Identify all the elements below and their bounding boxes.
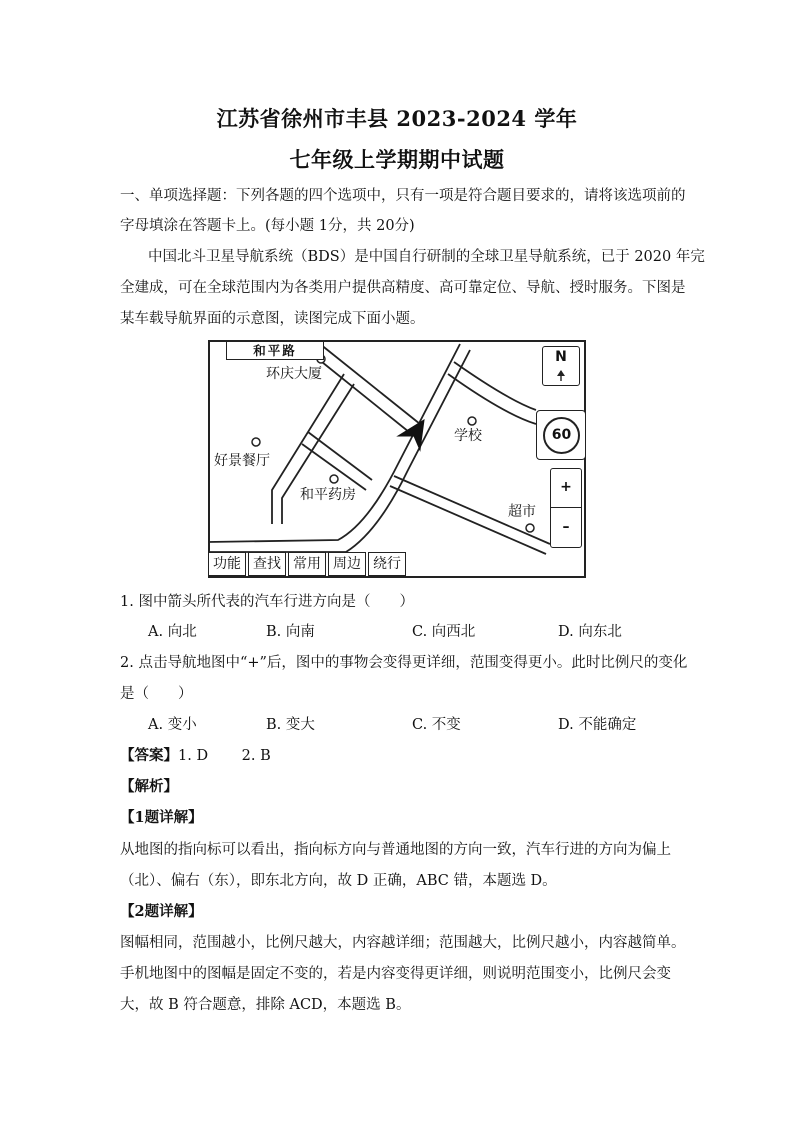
label-supermarket: 超市	[508, 504, 536, 520]
intro-line-3: 某车载导航界面的示意图，读图完成下面小题。	[120, 311, 425, 327]
intro-line-1: 中国北斗卫星导航系统（BDS）是中国自行研制的全球卫星导航系统，已于 2020 年完	[148, 249, 705, 265]
detail-2-line-3: 大，故 B 符合题意，排除 ACD，本题选 B。	[120, 997, 411, 1013]
q2-option-c: C. 不变	[412, 717, 461, 733]
navigation-map-figure	[208, 340, 586, 578]
label-school: 学校	[454, 428, 482, 444]
nav-button-bar	[208, 552, 408, 578]
pharmacy-marker	[330, 475, 338, 483]
zoom-divider	[551, 507, 581, 508]
detail-2-line-2: 手机地图中的图幅是固定不变的，若是内容变得更详细，则说明范围变小，比例尺会变	[120, 966, 671, 982]
label-haojing: 好景餐厅	[214, 453, 270, 469]
detour-button[interactable]: 绕行	[368, 552, 406, 576]
zoom-control	[550, 468, 582, 548]
section-instruction-2: 字母填涂在答题卡上。(每小题 1分，共 20分)	[120, 218, 415, 234]
section-instruction-1: 一、单项选择题：下列各题的四个选项中，只有一项是符合题目要求的，请将该选项前的	[120, 188, 686, 204]
haojing-marker	[252, 438, 260, 446]
analysis-label: 【解析】	[120, 778, 178, 795]
answer-label: 【答案】	[120, 747, 178, 764]
zoom-out-button[interactable]: –	[562, 519, 570, 535]
q2-option-b: B. 变大	[266, 717, 315, 733]
answer-value: 1. D 2. B	[178, 748, 271, 764]
label-pharmacy: 和平药房	[300, 487, 356, 503]
label-huanqing: 环庆大厦	[266, 366, 322, 382]
school-marker	[468, 417, 476, 425]
supermarket-marker	[526, 524, 534, 532]
detail-1-line-2: （北）、偏右（东），即东北方向，故 D 正确，ABC 错，本题选 D。	[120, 873, 557, 889]
zoom-in-button[interactable]: +	[560, 479, 572, 495]
title-line-1: 江苏省徐州市丰县 2023-2024 学年	[216, 106, 578, 131]
north-compass	[542, 346, 580, 386]
q1-option-a: A. 向北	[148, 624, 197, 640]
q1-option-c: C. 向西北	[412, 624, 476, 640]
title-line-2: 七年级上学期期中试题	[289, 147, 505, 172]
function-button[interactable]: 功能	[208, 552, 246, 576]
search-button[interactable]: 查找	[248, 552, 286, 576]
road-name-label: 和平路	[226, 342, 324, 360]
detail-1-label: 【1题详解】	[120, 809, 203, 826]
question-2-stem-2: 是（ ）	[120, 686, 193, 702]
detail-1-line-1: 从地图的指向标可以看出，指向标方向与普通地图的方向一致，汽车行进的方向为偏上	[120, 842, 671, 858]
question-1-stem: 1. 图中箭头所代表的汽车行进方向是（ ）	[120, 594, 414, 610]
north-letter: N	[555, 349, 567, 365]
q2-option-a: A. 变小	[148, 717, 197, 733]
north-arrow-icon	[543, 347, 579, 385]
intro-line-2: 全建成，可在全球范围内为各类用户提供高精度、高可靠定位、导航、授时服务。下图是	[120, 280, 686, 296]
speed-limit-sign: 60	[543, 417, 580, 454]
question-2-stem-1: 2. 点击导航地图中“+”后，图中的事物会变得更详细，范围变得更小。此时比例尺的变化	[120, 655, 688, 671]
nearby-button[interactable]: 周边	[328, 552, 366, 576]
detail-2-line-1: 图幅相同，范围越小，比例尺越大，内容越详细；范围越大，比例尺越小，内容越简单。	[120, 935, 686, 951]
q1-option-b: B. 向南	[266, 624, 315, 640]
common-button[interactable]: 常用	[288, 552, 326, 576]
answer-line	[120, 746, 680, 766]
detail-2-label: 【2题详解】	[120, 903, 203, 920]
speed-limit-box	[536, 410, 586, 460]
q1-option-d: D. 向东北	[558, 624, 622, 640]
q2-option-d: D. 不能确定	[558, 717, 637, 733]
